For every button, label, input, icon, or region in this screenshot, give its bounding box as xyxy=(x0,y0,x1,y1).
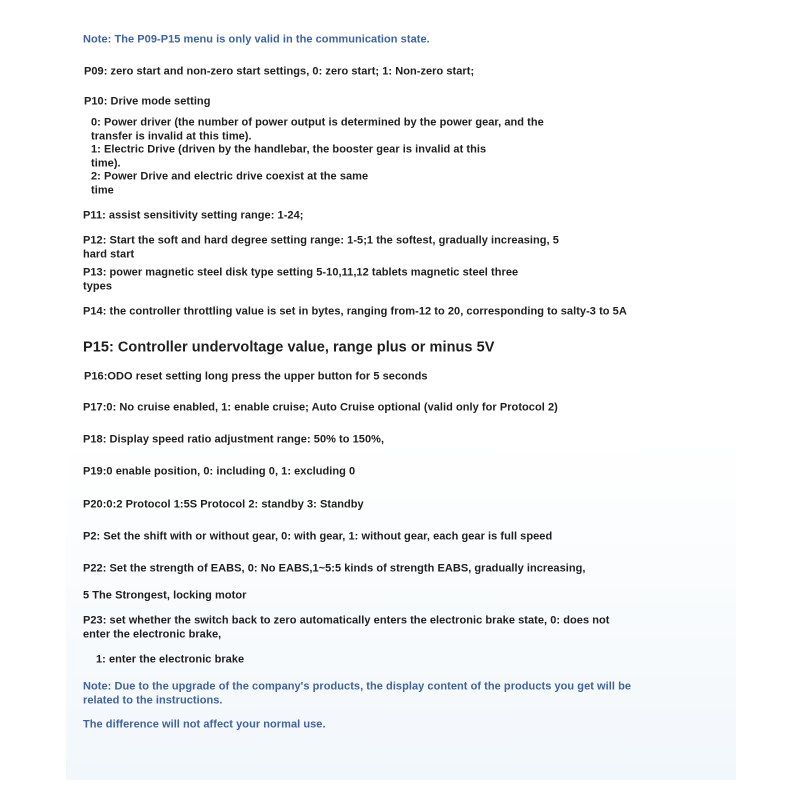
param-p23-cont: enter the electronic brake, xyxy=(83,627,222,640)
param-p12-cont: hard start xyxy=(83,247,135,260)
param-p19: P19:0 enable position, 0: including 0, 1: excluding 0 xyxy=(83,465,356,478)
param-p2: P2: Set the shift with or without gear, 0: with gear, 1: without gear, each gear is full speed xyxy=(83,530,553,543)
param-p10-line: time). xyxy=(91,156,121,169)
param-p23: P23: set whether the switch back to zero automatically enters the electronic brake state, 0: does not xyxy=(83,614,610,627)
param-p10-line: 1: Electric Drive (driven by the handlebar, the booster gear is invalid at this xyxy=(91,143,487,156)
note-top: Note: The P09-P15 menu is only valid in the communication state. xyxy=(83,33,430,46)
param-p20: P20:0:2 Protocol 1:5S Protocol 2: standby 3: Standby xyxy=(83,498,364,511)
param-p10-line: time xyxy=(91,183,114,196)
param-p12: P12: Start the soft and hard degree setting range: 1-5;1 the softest, gradually increasing, 5 xyxy=(83,234,559,247)
param-p10-line: 0: Power driver (the number of power output is determined by the power gear, and the xyxy=(91,116,544,129)
param-p22-cont: 5 The Strongest, locking motor xyxy=(83,589,247,602)
param-p17: P17:0: No cruise enabled, 1: enable cruise; Auto Cruise optional (valid only for Protocol 2) xyxy=(83,401,558,414)
param-p15: P15: Controller undervoltage value, range plus or minus 5V xyxy=(83,339,495,356)
note-bottom: Note: Due to the upgrade of the company's products, the display content of the products you get will be xyxy=(83,680,632,693)
param-p10-line: transfer is invalid at this time). xyxy=(91,129,252,142)
param-p16: P16:ODO reset setting long press the upper button for 5 seconds xyxy=(84,370,428,383)
param-p09: P09: zero start and non-zero start settings, 0: zero start; 1: Non-zero start; xyxy=(84,65,475,78)
param-p10-line: 2: Power Drive and electric drive coexist at the same xyxy=(91,170,369,183)
param-p13: P13: power magnetic steel disk type setting 5-10,11,12 tablets magnetic steel three xyxy=(83,266,519,279)
note-bottom-cont: related to the instructions. xyxy=(83,693,223,706)
param-p18: P18: Display speed ratio adjustment range: 50% to 150%, xyxy=(83,433,385,446)
param-p14: P14: the controller throttling value is set in bytes, ranging from-12 to 20, corresponding to salty-3 to 5A xyxy=(83,305,627,318)
param-p23-option: 1: enter the electronic brake xyxy=(96,653,245,666)
param-p10-title: P10: Drive mode setting xyxy=(84,95,211,108)
param-p22: P22: Set the strength of EABS, 0: No EABS,1~5:5 kinds of strength EABS, gradually increasing, xyxy=(83,562,586,575)
note-difference: The difference will not affect your normal use. xyxy=(83,718,326,731)
param-p11: P11: assist sensitivity setting range: 1-24; xyxy=(83,209,304,222)
param-p13-cont: types xyxy=(83,279,112,292)
